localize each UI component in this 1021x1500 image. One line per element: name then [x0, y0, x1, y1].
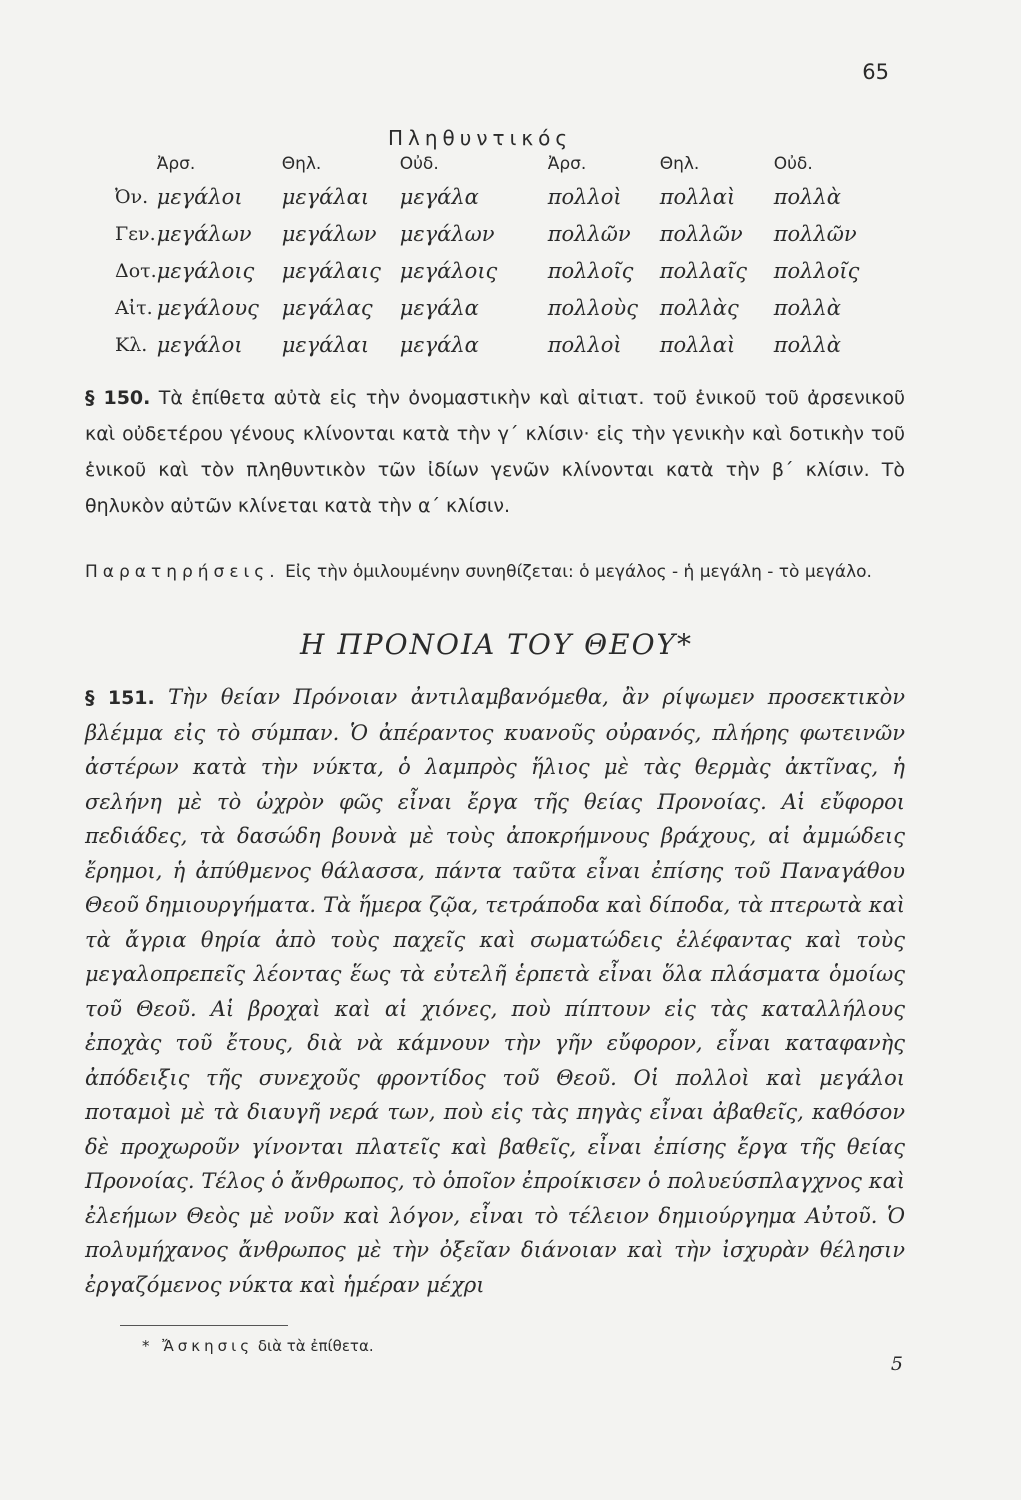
table-cell: μεγάλα — [399, 332, 479, 357]
table-cell: πολλὰ — [773, 332, 841, 357]
remark-text: Εἰς τὴν ὁμιλουμένην συνηθίζεται: ὁ μεγάλος - ἡ μεγάλη - τὸ μεγάλο. — [285, 562, 872, 582]
table-cell: πολλαὶ — [659, 332, 736, 357]
table-cell: πολλαὶ — [659, 184, 736, 209]
footnote — [142, 1337, 374, 1355]
remark — [85, 558, 905, 587]
table-cell: μεγάλων — [281, 221, 377, 246]
table-cell: πολλοὶ — [547, 184, 622, 209]
table-header: Οὐδ. — [399, 154, 439, 174]
table-cell: πολλὰ — [773, 184, 841, 209]
table-cell: μεγάλους — [156, 295, 259, 320]
table-cell: πολλῶν — [773, 221, 857, 246]
table-cell: πολλῶν — [659, 221, 743, 246]
table-header-row — [115, 150, 884, 178]
paragraph-text: Τὰ ἐπίθετα αὐτὰ εἰς τὴν ὀνομαστικὴν καὶ αἰτιατ. τοῦ ἑνικοῦ τοῦ ἀρσενικοῦ καὶ οὐδετέρου γένους κλίνονται κατὰ τὴν γ΄ κλίσιν· εἰς τὴν γενικὴν καὶ δοτικὴν τοῦ ἑνικοῦ καὶ τὸν πληθυντικὸν τῶν ἰδίων γενῶν κλίνονται κατὰ τὴν β΄ κλίσιν. Τὸ θηλυκὸν αὐτῶν κλίνεται κατὰ τὴν α΄ κλίσιν. — [85, 387, 905, 517]
footnote-label: * Ἄσκησις — [142, 1337, 254, 1355]
section-number: § 151. — [85, 687, 155, 709]
signature-mark: 5 — [890, 1353, 903, 1375]
case-label: Κλ. — [115, 333, 148, 356]
section-number: § 150. — [85, 387, 151, 409]
table-row — [115, 178, 884, 215]
table-header: Ἀρσ. — [156, 154, 196, 174]
footnote-text: διὰ τὰ ἐπίθετα. — [257, 1337, 374, 1355]
table-row — [115, 326, 884, 363]
table-cell: μεγάλοι — [156, 332, 243, 357]
table-cell: πολλοὶ — [547, 332, 622, 357]
table-header: Θηλ. — [281, 154, 322, 174]
case-label: Δοτ. — [115, 259, 157, 282]
table-cell: πολλῶν — [547, 221, 631, 246]
table-cell: μεγάλοι — [156, 184, 243, 209]
table-cell: μεγάλας — [281, 295, 373, 320]
case-label: Γεν. — [115, 222, 156, 245]
table-cell: μεγάλαι — [281, 184, 370, 209]
table-cell: πολλοὺς — [547, 295, 638, 320]
table-header: Θηλ. — [659, 154, 700, 174]
page-number: 65 — [862, 60, 889, 84]
table-cell: μεγάλοις — [156, 258, 255, 283]
paragraph-text: Τὴν θείαν Πρόνοιαν ἀντιλαμβανόμεθα, ἂν ρίψωμεν προσεκτικὸν βλέμμα εἰς τὸ σύμπαν. Ὁ ἀπέραντος κυανοῦς οὐρανός, πλήρης φωτεινῶν ἀστέρων κατὰ τὴν νύκτα, ὁ λαμπρὸς ἥλιος μὲ τὰς θερμὰς ἀκτῖνας, ἡ σελήνη μὲ τὸ ὠχρὸν φῶς εἶναι ἔργα τῆς θείας Προνοίας. Αἱ εὔφοροι πεδιάδες, τὰ δασώδη βουνὰ μὲ τοὺς ἀποκρήμνους βράχους, αἱ ἀμμώδεις ἔρημοι, ἡ ἀπύθμενος θάλασσα, πάντα ταῦτα εἶναι ἐπίσης τοῦ Παναγάθου Θεοῦ δημιουργήματα. Τὰ ἥμερα ζῷα, τετράποδα καὶ δίποδα, τὰ πτερωτὰ καὶ τὰ ἄγρια θηρία ἀπὸ τοὺς παχεῖς καὶ σωματώδεις ἐλέφαντας καὶ τοὺς μεγαλοπρεπεῖς λέοντας ἕως τὰ εὐτελῆ ἑρπετὰ εἶναι ὅλα πλάσματα ὁμοίως τοῦ Θεοῦ. Αἱ βροχαὶ καὶ αἱ χιόνες, ποὺ πίπτουν εἰς τὰς καταλλήλους ἐποχὰς τοῦ ἔτους, διὰ νὰ κάμνουν τὴν γῆν εὔφορον, εἶναι καταφανὴς ἀπόδειξις τῆς συνεχοῦς φροντίδος τοῦ Θεοῦ. Οἱ πολλοὶ καὶ μεγάλοι ποταμοὶ μὲ τὰ διαυγῆ νερά των, ποὺ εἰς τὰς πηγὰς εἶναι ἀβαθεῖς, καθόσον δὲ προχωροῦν γίνονται πλατεῖς καὶ βαθεῖς, εἶναι ἐπίσης ἔργα τῆς θείας Προνοίας. Τέλος ὁ ἄνθρωπος, τὸ ὁποῖον ἐπροίκισεν ὁ πολυεύσπλαγχνος καὶ ἐλεήμων Θεὸς μὲ νοῦν καὶ λόγον, εἶναι τὸ τέλειον δημιούργημα Αὐτοῦ. Ὁ πολυμήχανος ἄνθρωπος μὲ τὴν ὀξεῖαν διάνοιαν καὶ τὴν ἰσχυρὰν θέλησιν ἐργαζόμενος νύκτα καὶ ἡμέραν μέχρι — [85, 685, 905, 1297]
table-cell: μεγάλαι — [281, 332, 370, 357]
footnote-divider — [120, 1325, 288, 1326]
plural-heading: Πληθυντικός — [388, 126, 573, 150]
table-cell: πολλοῖς — [547, 258, 634, 283]
table-cell: μεγάλοις — [399, 258, 498, 283]
table-header: Οὐδ. — [773, 154, 813, 174]
declension-table — [115, 150, 884, 363]
table-cell: πολλὰ — [773, 295, 841, 320]
table-row — [115, 289, 884, 326]
table-row — [115, 215, 884, 252]
section-title: Η ΠΡΟΝΟΙΑ ΤΟΥ ΘΕΟΥ* — [300, 628, 694, 661]
table-cell: μεγάλων — [399, 221, 495, 246]
table-cell: μεγάλαις — [281, 258, 381, 283]
remark-label: Παρατηρήσεις. — [85, 562, 280, 582]
table-cell: μεγάλα — [399, 295, 479, 320]
case-label: Ὀν. — [115, 185, 149, 208]
table-cell: πολλαῖς — [659, 258, 747, 283]
table-cell: πολλοῖς — [773, 258, 860, 283]
case-label: Αἰτ. — [115, 296, 153, 319]
table-cell: πολλὰς — [659, 295, 739, 320]
table-row — [115, 252, 884, 289]
table-cell: μεγάλα — [399, 184, 479, 209]
table-header — [115, 150, 157, 178]
table-header: Ἀρσ. — [547, 154, 587, 174]
table-cell: μεγάλων — [156, 221, 252, 246]
paragraph-150 — [85, 380, 905, 524]
paragraph-151 — [85, 680, 905, 1302]
